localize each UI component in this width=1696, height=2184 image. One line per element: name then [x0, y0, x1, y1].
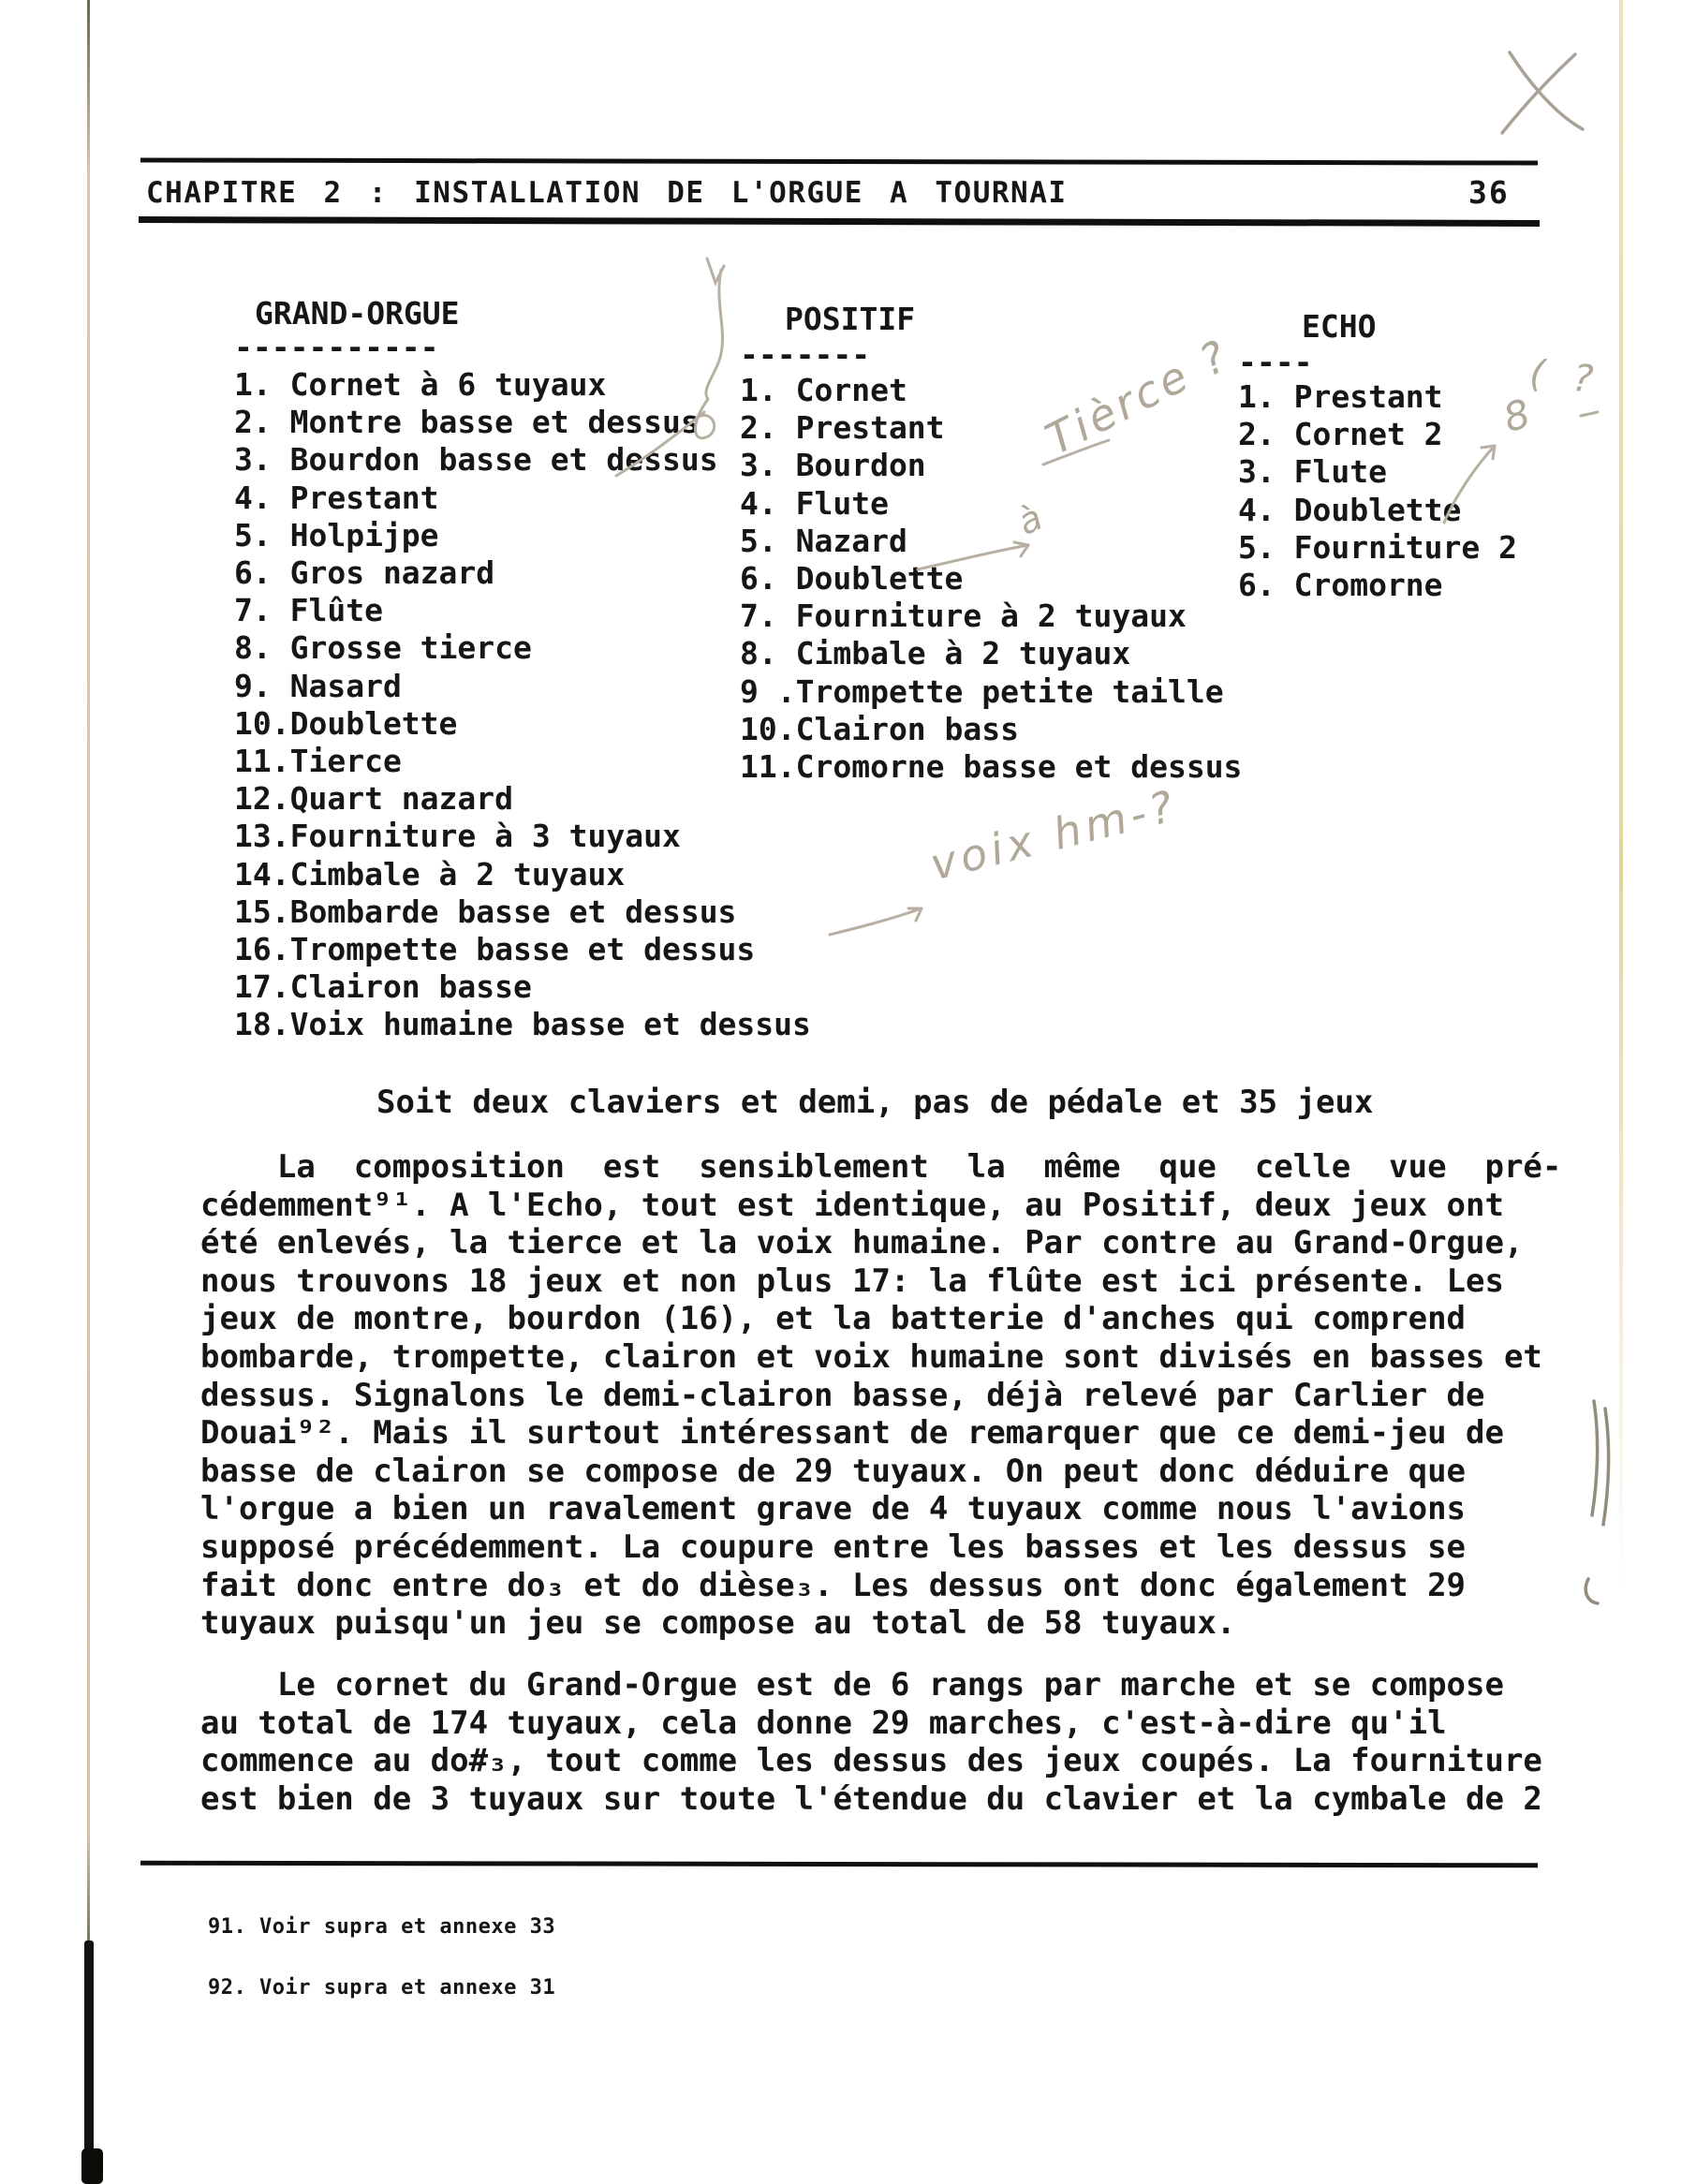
header-bottom-rule — [139, 216, 1540, 227]
stop-list-item: 13.Fourniture à 3 tuyaux — [234, 818, 681, 855]
body-paragraph-2 — [200, 1666, 1542, 1818]
stop-list-item: 9 .Trompette petite taille — [740, 672, 1224, 710]
paragraph-line: tuyaux puisqu'un jeu se compose au total de 58 tuyaux. — [200, 1604, 1236, 1643]
stop-list-item: 5. Fourniture 2 — [1238, 528, 1518, 566]
pencil-note-8: 8 — [1498, 390, 1536, 442]
stop-list-item: 5. Nazard — [740, 522, 907, 559]
stop-list-item: 7. Fourniture à 2 tuyaux — [740, 598, 1187, 635]
paragraph-line: bombarde, trompette, clairon et voix humaine sont divisés en basses et — [200, 1337, 1542, 1376]
stop-list-item: 2. Montre basse et dessus — [234, 404, 700, 441]
footnote-rule — [140, 1861, 1538, 1868]
paragraph-line: Le cornet du Grand-Orgue est de 6 rangs par marche et se compose — [200, 1666, 1504, 1704]
page-left-corner-blot — [81, 2148, 103, 2184]
stop-list-item: 1. Cornet — [740, 372, 907, 408]
stop-list-item: 3. Bourdon — [740, 447, 926, 484]
footnote-91: 91. Voir supra et annexe 33 — [208, 1915, 556, 1939]
pencil-note-query: ( ? — [1527, 352, 1604, 403]
stop-list-item: 1. Cornet à 6 tuyaux — [234, 366, 607, 403]
pencil-arrow-voix — [822, 880, 944, 946]
column-underline-positif: ------- — [740, 336, 871, 373]
stop-list-item: 11.Cromorne basse et dessus — [740, 748, 1243, 786]
chapter-header: CHAPITRE 2 : INSTALLATION DE L'ORGUE A TOURNAI — [146, 176, 1068, 210]
stop-list-item: 8. Cimbale à 2 tuyaux — [740, 635, 1131, 672]
stop-list-item: 1. Prestant — [1238, 378, 1443, 415]
paragraph-line: La composition est sensiblement la même que celle vue pré- — [200, 1148, 1562, 1186]
stop-list-item: 4. Flute — [740, 484, 889, 522]
stop-list-item: 3. Flute — [1238, 453, 1387, 491]
stop-list-item: 6. Cromorne — [1238, 567, 1443, 604]
paragraph-line: Douai⁹². Mais il surtout intéressant de remarquer que ce demi-jeu de — [200, 1414, 1504, 1453]
column-underline-echo: ---- — [1238, 344, 1313, 380]
pencil-note-a: à — [1011, 496, 1049, 543]
stop-list-item: 12.Quart nazard — [234, 780, 514, 818]
stop-list-item: 4. Prestant — [234, 479, 439, 516]
paragraph-line: l'orgue a bien un ravalement grave de 4 tuyaux comme nous l'avions — [200, 1490, 1467, 1528]
paragraph-line: basse de clairon se compose de 29 tuyaux. On peut donc déduire que — [200, 1452, 1467, 1490]
paragraph-line: supposé précédemment. La coupure entre les basses et les dessus se — [200, 1527, 1467, 1566]
column-underline-grand-orgue: ----------- — [234, 329, 439, 365]
pencil-scribble-mark — [599, 251, 759, 485]
paragraph-line: dessus. Signalons le demi-clairon basse, déjà relevé par Carlier de — [200, 1376, 1485, 1414]
stop-list-item: 6. Doublette — [740, 560, 964, 598]
stop-list-item: 11.Tierce — [234, 743, 402, 780]
stop-list-item: 6. Gros nazard — [234, 554, 495, 592]
column-title-grand-orgue: GRAND-ORGUE — [255, 295, 460, 332]
paragraph-line: fait donc entre do₃ et do dièse₃. Les dessus ont donc également 29 — [200, 1566, 1467, 1604]
stop-list-item: 18.Voix humaine basse et dessus — [234, 1006, 811, 1043]
stop-list-item: 14.Cimbale à 2 tuyaux — [234, 855, 626, 893]
stop-list-item: 10.Doublette — [234, 704, 458, 742]
stop-list-item: 17.Clairon basse — [234, 968, 532, 1006]
paragraph-line: jeux de montre, bourdon (16), et la batterie d'anches qui comprend — [200, 1300, 1467, 1338]
page-left-binding-edge — [87, 0, 90, 2184]
page-right-edge — [1619, 0, 1623, 1597]
paragraph-line: au total de 174 tuyaux, cela donne 29 marches, c'est-à-dire qu'il — [200, 1704, 1447, 1742]
paragraph-line: été enlevés, la tierce et la voix humaine. Par contre au Grand-Orgue, — [200, 1224, 1524, 1262]
paragraph-line: nous trouvons 18 jeux et non plus 17: la flûte est ici présente. Les — [200, 1262, 1504, 1300]
header-top-rule — [140, 157, 1538, 165]
page-number: 36 — [1468, 174, 1510, 211]
column-title-positif: POSITIF — [785, 301, 916, 337]
page-left-edge-shadow — [84, 1941, 94, 2184]
paragraph-line: cédemment⁹¹. A l'Echo, tout est identique, au Positif, deux jeux ont — [200, 1186, 1504, 1224]
stop-list-item: 5. Holpijpe — [234, 516, 439, 553]
pencil-note-tierce: Tièrce ? — [1038, 329, 1239, 465]
stop-list-item: 8. Grosse tierce — [234, 629, 532, 667]
stop-list-item: 16.Trompette basse et dessus — [234, 931, 756, 968]
pencil-note-voix-humaine: voix hm-? — [925, 779, 1184, 891]
stop-list-item: 7. Flûte — [234, 592, 383, 629]
pencil-margin-strokes — [1581, 1395, 1623, 1611]
body-paragraph-1 — [200, 1148, 1561, 1643]
stop-list-item: 10.Clairon bass — [740, 710, 1020, 747]
footnote-92: 92. Voir supra et annexe 31 — [208, 1976, 556, 2000]
pencil-x-mark — [1489, 47, 1592, 140]
stop-list-item: 15.Bombarde basse et dessus — [234, 893, 737, 930]
paragraph-line: commence au do#₃, tout comme les dessus des jeux coupés. La fourniture — [200, 1742, 1542, 1780]
summary-line: Soit deux claviers et demi, pas de pédale et 35 jeux — [376, 1084, 1374, 1121]
column-title-echo: ECHO — [1302, 308, 1377, 345]
stop-list-item: 2. Cornet 2 — [1238, 416, 1443, 453]
stop-list-item: 4. Doublette — [1238, 491, 1462, 528]
stop-list-item: 9. Nasard — [234, 667, 402, 704]
paragraph-line: est bien de 3 tuyaux sur toute l'étendue du clavier et la cymbale de 2 — [200, 1779, 1542, 1818]
stop-list-item: 3. Bourdon basse et dessus — [234, 441, 718, 479]
stop-list-item: 2. Prestant — [740, 409, 945, 447]
